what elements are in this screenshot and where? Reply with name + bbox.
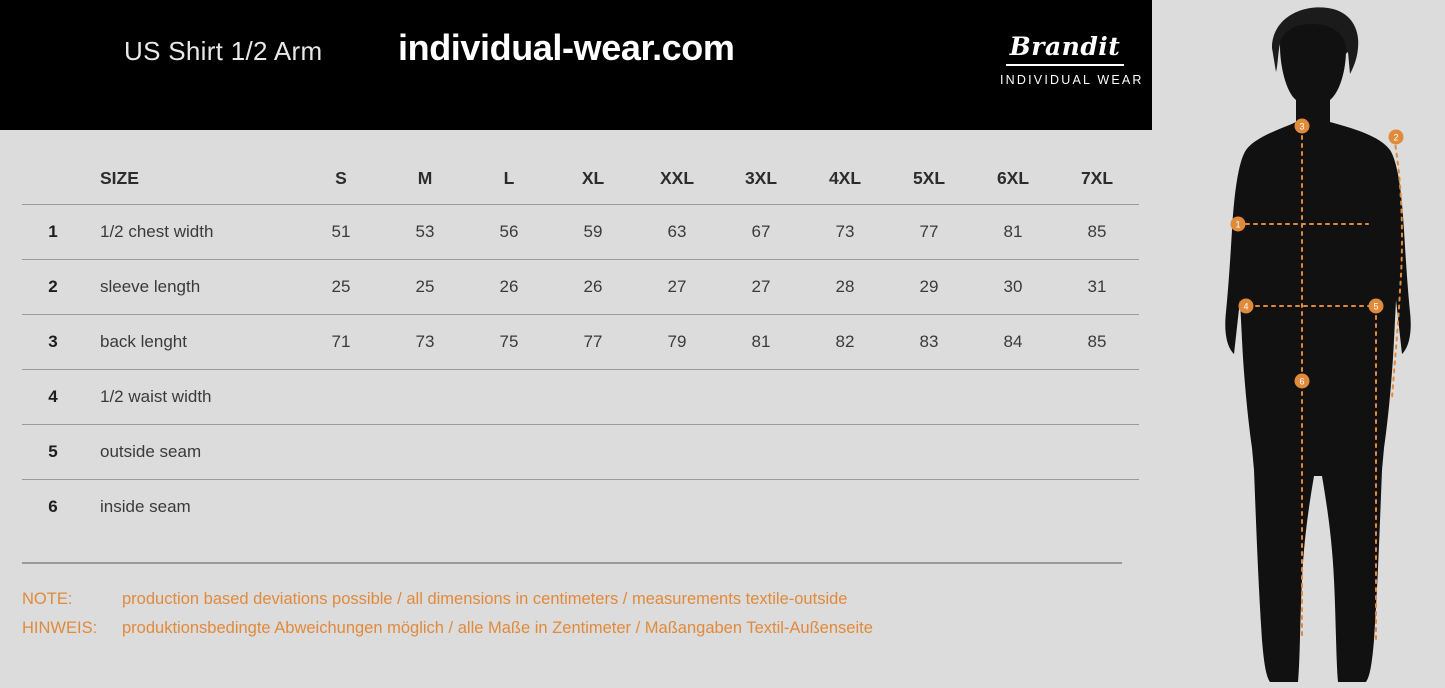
cell-value: 73 [803,205,887,260]
cell-value [299,480,383,535]
male-silhouette-icon [1152,0,1445,688]
cell-value: 81 [971,205,1055,260]
note-de-row [22,614,1132,643]
cell-value [383,480,467,535]
cell-value [719,425,803,480]
notes-block [22,585,1132,643]
header-col-m: M [383,152,467,205]
row-label: outside seam [84,425,299,480]
cell-value [1055,480,1139,535]
cell-value [551,425,635,480]
cell-value: 71 [299,315,383,370]
cell-value [887,480,971,535]
brand-tagline: INDIVIDUAL WEAR [1000,73,1144,87]
cell-value: 81 [719,315,803,370]
cell-value: 75 [467,315,551,370]
cell-value: 51 [299,205,383,260]
cell-value: 85 [1055,205,1139,260]
cell-value [551,370,635,425]
cell-value [719,480,803,535]
cell-value: 26 [551,260,635,315]
cell-value [1055,425,1139,480]
header-col-3xl: 3XL [719,152,803,205]
cell-value: 27 [635,260,719,315]
row-index: 2 [22,260,84,315]
cell-value: 77 [551,315,635,370]
cell-value: 30 [971,260,1055,315]
header-col-7xl: 7XL [1055,152,1139,205]
note-de-text: produktionsbedingte Abweichungen möglich / alle Maße in Zentimeter / Maßangaben Textil-Außenseite [122,619,873,637]
table-header-row [22,152,1139,205]
svg-text:4: 4 [1243,301,1249,312]
cell-value [887,370,971,425]
row-index: 6 [48,497,58,516]
cell-value [971,425,1055,480]
table-row [22,370,1139,425]
brand-name: Brandit [1009,32,1121,61]
row-label: sleeve length [84,260,299,315]
cell-value [719,370,803,425]
header-index [22,152,84,205]
header-col-6xl: 6XL [971,152,1055,205]
cell-value [803,480,887,535]
cell-value: 63 [635,205,719,260]
cell-value [383,370,467,425]
website-domain: individual-wear.com [398,27,735,68]
cell-value: 25 [299,260,383,315]
brand-divider [1006,64,1124,66]
note-en-row [22,585,1132,614]
body-measurement-figure [1152,0,1445,688]
table-row [22,425,1139,480]
table-row [22,260,1139,315]
cell-value [1055,370,1139,425]
svg-text:6: 6 [1299,376,1305,387]
product-title: US Shirt 1/2 Arm [124,36,323,66]
cell-value [467,425,551,480]
cell-value [299,425,383,480]
cell-value [887,425,971,480]
cell-value: 82 [803,315,887,370]
cell-value: 59 [551,205,635,260]
row-index: 5 [22,425,84,480]
cell-value [467,370,551,425]
header-col-4xl: 4XL [803,152,887,205]
row-index: 4 [22,370,84,425]
size-table-area [0,130,1152,560]
cell-value: 67 [719,205,803,260]
cell-value [971,370,1055,425]
table-head [22,152,1139,205]
header-col-5xl: 5XL [887,152,971,205]
cell-value: 25 [383,260,467,315]
size-table [22,152,1139,534]
svg-text:1: 1 [1235,219,1241,230]
header-col-s: S [299,152,383,205]
cell-value [551,480,635,535]
note-de-key: HINWEIS: [22,619,98,637]
cell-value [803,425,887,480]
table-row [22,480,1139,535]
brand-logo [1000,32,1144,87]
svg-text:2: 2 [1393,132,1399,143]
cell-value: 27 [719,260,803,315]
cell-value [635,480,719,535]
cell-value [635,370,719,425]
cell-value [383,425,467,480]
cell-value: 83 [887,315,971,370]
header-col-l: L [467,152,551,205]
cell-value: 84 [971,315,1055,370]
row-label: 1/2 chest width [84,205,299,260]
table-row [22,205,1139,260]
note-en-text: production based deviations possible / all dimensions in centimeters / measurements textile-outside [122,590,848,608]
cell-value: 53 [383,205,467,260]
cell-value: 29 [887,260,971,315]
table-body [22,205,1139,535]
header-bar [0,0,1152,130]
row-label: inside seam [100,497,191,516]
cell-value: 31 [1055,260,1139,315]
cell-value [971,480,1055,535]
note-en-key: NOTE: [22,590,73,608]
row-index: 1 [22,205,84,260]
cell-value: 79 [635,315,719,370]
cell-value [299,370,383,425]
cell-value: 85 [1055,315,1139,370]
cell-value [467,480,551,535]
row-label: back lenght [84,315,299,370]
row-index: 3 [22,315,84,370]
cell-value [635,425,719,480]
table-row [22,315,1139,370]
svg-text:5: 5 [1373,301,1379,312]
cell-value [803,370,887,425]
table-bottom-divider [22,562,1122,564]
cell-value: 56 [467,205,551,260]
cell-value: 77 [887,205,971,260]
svg-text:3: 3 [1299,121,1305,132]
header-size: SIZE [84,152,299,205]
header-col-xl: XL [551,152,635,205]
cell-value: 26 [467,260,551,315]
cell-value: 28 [803,260,887,315]
row-label: 1/2 waist width [84,370,299,425]
cell-value: 73 [383,315,467,370]
header-col-xxl: XXL [635,152,719,205]
